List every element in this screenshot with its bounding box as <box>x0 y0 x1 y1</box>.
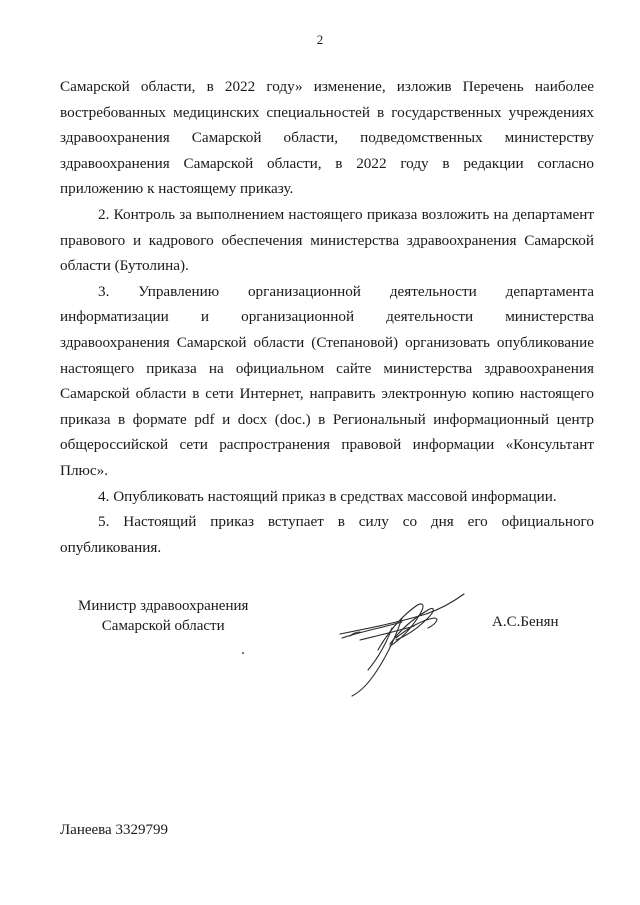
signer-title-line-2: Самарской области <box>101 618 225 634</box>
signer-name: А.С.Бенян <box>492 614 559 630</box>
paragraph-item-3: 3. Управлению организационной деятельности департамента информатизации и организационной деятельности министерства здравоохранения Самарской области (Степановой) организовать опубликование настоящего приказа на официальном сайте министерства здравоохранения Самарской области в сети Интернет, направить электронную копию настоящего приказа в формате pdf и docx (doc.) в Региональный информационный центр общероссийской сети распространения правовой информации «Консультант Плюс». <box>60 282 594 479</box>
signer-title <box>78 596 248 636</box>
signature-dot <box>242 652 244 654</box>
signature-block <box>0 596 640 706</box>
paragraph-item-5: 5. Настоящий приказ вступает в силу со дня его официального опубликования. <box>60 513 594 556</box>
handwritten-signature <box>330 588 480 700</box>
signer-title-line-1: Министр здравоохранения <box>78 598 249 614</box>
paragraph-item-4: 4. Опубликовать настоящий приказ в средствах массовой информации. <box>98 487 557 505</box>
paragraph-item-2: 2. Контроль за выполнением настоящего приказа возложить на департамент правового и кадрового обеспечения министерства здравоохранения Самарской области (Бутолина). <box>60 205 594 275</box>
page-number: 2 <box>316 32 324 47</box>
document-body <box>60 74 594 560</box>
executor-contact: Ланеева 3329799 <box>60 822 168 838</box>
paragraph-continuation: Самарской области, в 2022 году» изменение, изложив Перечень наиболее востребованных медицинских специальностей в государственных учреждениях здравоохранения Самарской области, подведомственных министерству здравоохранения Самарской области, в 2022 году в редакции согласно приложению к настоящему приказу. <box>60 78 594 198</box>
